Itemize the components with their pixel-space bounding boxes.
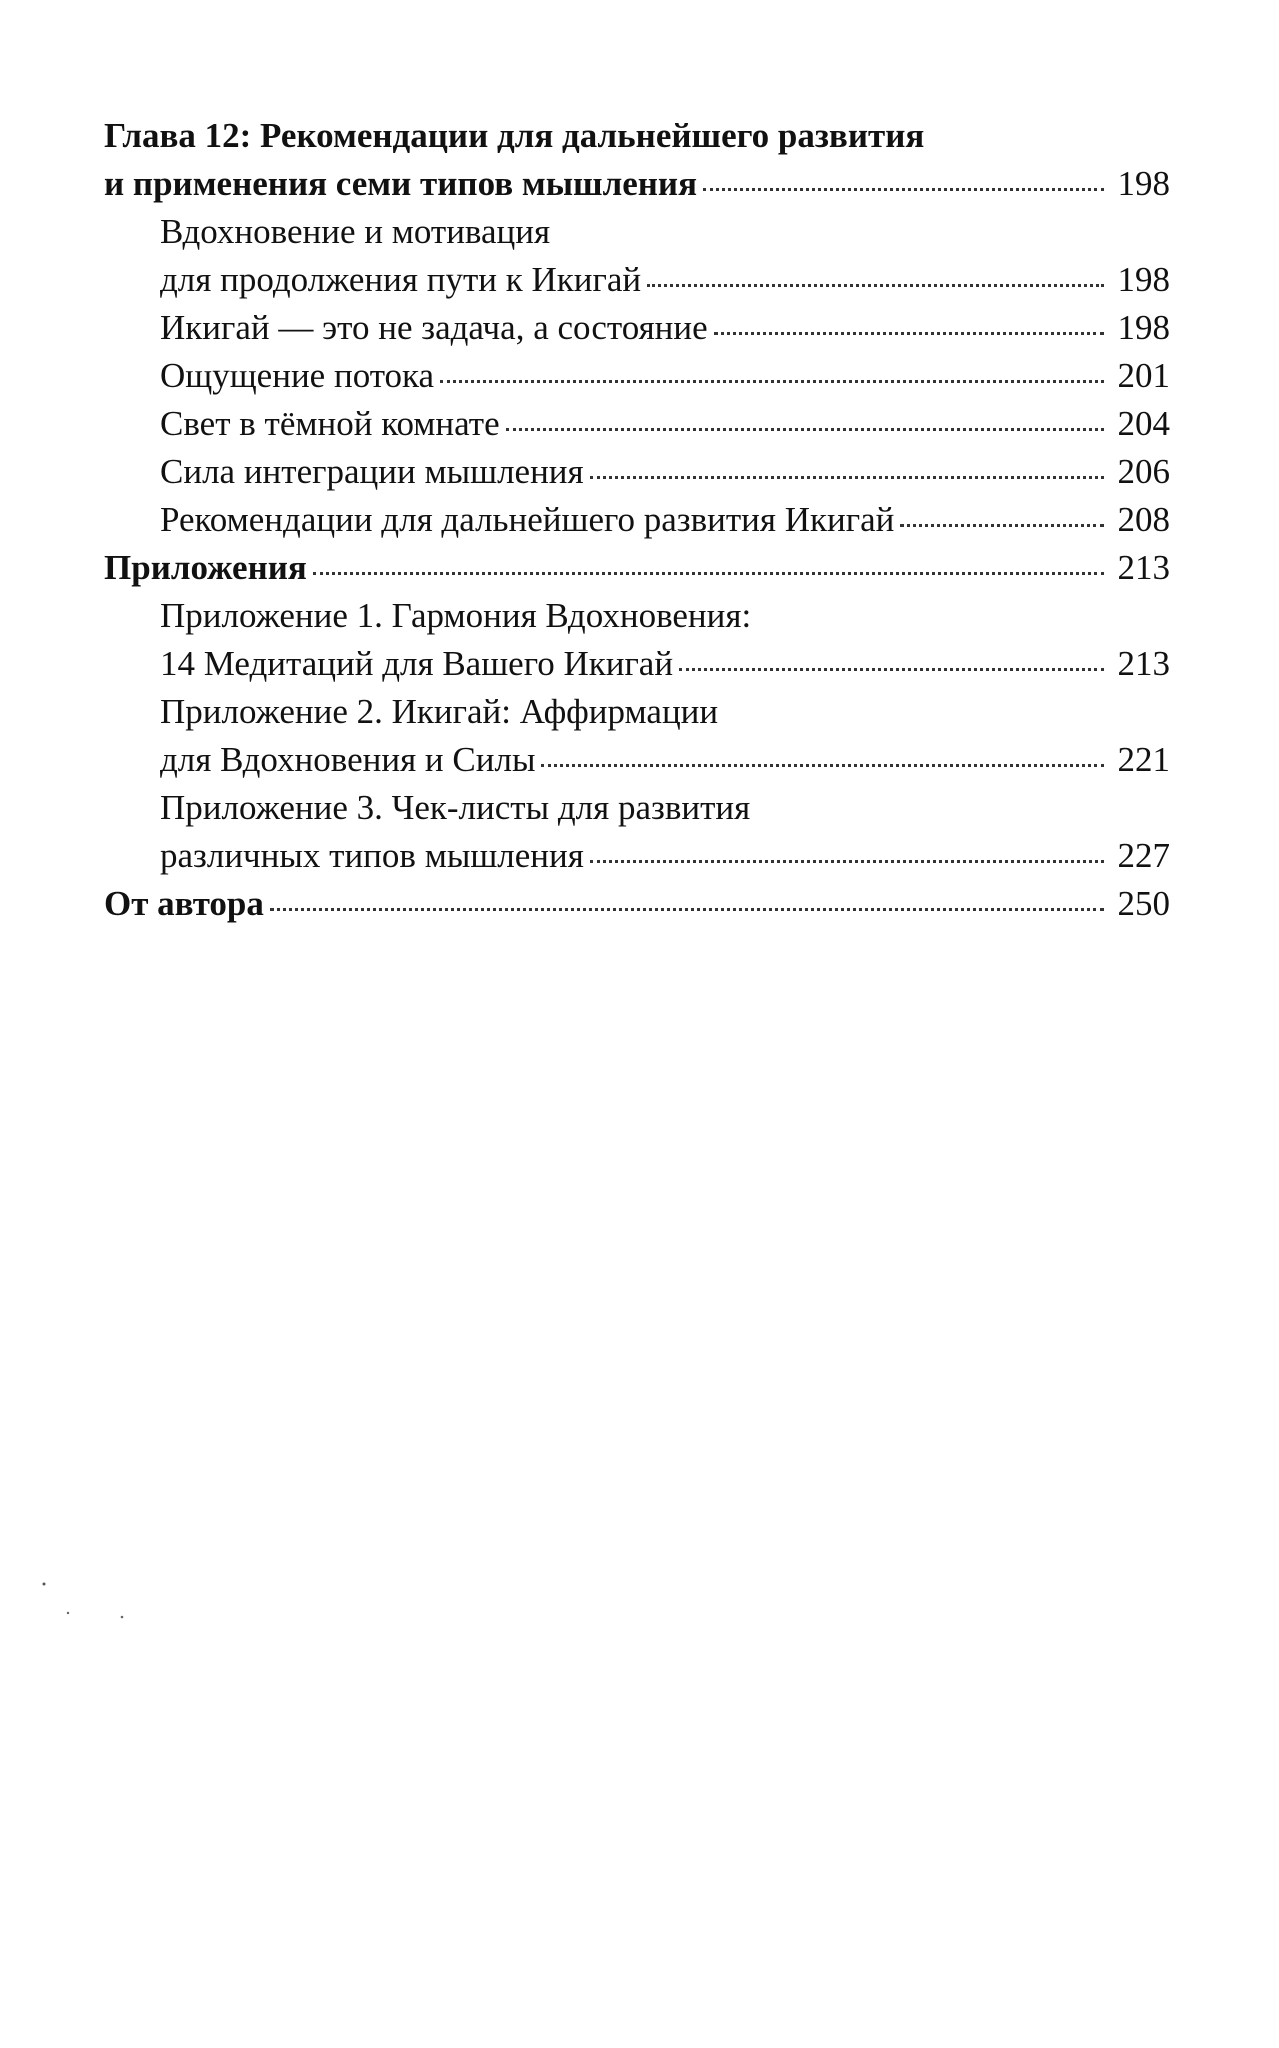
toc-appendix-1-title-line <box>104 592 1170 640</box>
toc-page-number: 206 <box>1117 452 1170 491</box>
toc-appendix-3-title-line <box>104 784 1170 832</box>
toc-entry-title: Свет в тёмной комнате <box>160 404 500 443</box>
toc-page-number: 201 <box>1117 356 1170 395</box>
toc-subentry-title-line <box>104 208 1170 256</box>
toc-subentry-flow[interactable] <box>104 352 1170 400</box>
dot-leader <box>900 524 1104 527</box>
toc-entry-title: для продолжения пути к Икигай <box>160 260 642 299</box>
table-of-contents <box>104 112 1170 928</box>
toc-entry-title: различных типов мышления <box>160 836 584 875</box>
dot-leader <box>703 188 1104 191</box>
toc-page-number: 208 <box>1117 500 1170 539</box>
toc-page-number: 198 <box>1117 164 1170 203</box>
toc-entry-title: Глава 12: Рекомендации для дальнейшего развития <box>104 116 925 155</box>
toc-appendix-2-title-line <box>104 688 1170 736</box>
toc-entry-title: Икигай — это не задача, а состояние <box>160 308 708 347</box>
toc-entry-title: для Вдохновения и Силы <box>160 740 536 779</box>
dot-leader <box>313 572 1104 575</box>
toc-entry-title: Сила интеграции мышления <box>160 452 584 491</box>
toc-page-number: 227 <box>1117 836 1170 875</box>
toc-entry-title: Рекомендации для дальнейшего развития Икигай <box>160 500 895 539</box>
toc-entry-title: Приложения <box>104 548 307 587</box>
toc-author-entry[interactable] <box>104 880 1170 928</box>
toc-page-number: 250 <box>1117 884 1170 923</box>
toc-subentry-inspiration[interactable] <box>104 256 1170 304</box>
toc-subentry-state[interactable] <box>104 304 1170 352</box>
toc-entry-title: Ощущение потока <box>160 356 435 395</box>
dot-leader <box>541 764 1104 767</box>
toc-entry-title: Вдохновение и мотивация <box>160 212 551 251</box>
toc-page-number: 213 <box>1117 548 1170 587</box>
toc-entry-title: Приложение 2. Икигай: Аффирмации <box>160 692 719 731</box>
dot-leader <box>270 908 1104 911</box>
toc-appendix-3-entry[interactable] <box>104 832 1170 880</box>
dot-leader <box>590 860 1104 863</box>
dot-leader <box>679 668 1104 671</box>
toc-subentry-integration[interactable] <box>104 448 1170 496</box>
toc-page-number: 221 <box>1117 740 1170 779</box>
toc-entry-title: Приложение 1. Гармония Вдохновения: <box>160 596 752 635</box>
toc-chapter-12-title-line <box>104 112 1170 160</box>
toc-entry-title: 14 Медитаций для Вашего Икигай <box>160 644 674 683</box>
toc-page-number: 198 <box>1117 308 1170 347</box>
toc-entry-title: От автора <box>104 884 264 923</box>
toc-page-number: 204 <box>1117 404 1170 443</box>
toc-appendix-2-entry[interactable] <box>104 736 1170 784</box>
toc-entry-title: и применения семи типов мышления <box>104 164 698 203</box>
toc-page-number: 213 <box>1117 644 1170 683</box>
toc-chapter-12-entry[interactable] <box>104 160 1170 208</box>
toc-subentry-light[interactable] <box>104 400 1170 448</box>
dot-leader <box>714 332 1104 335</box>
dot-leader <box>440 380 1104 383</box>
scan-specks <box>40 1580 140 1620</box>
dot-leader <box>647 284 1104 287</box>
dot-leader <box>590 476 1104 479</box>
toc-entry-title: Приложение 3. Чек-листы для развития <box>160 788 751 827</box>
toc-subentry-recommendations[interactable] <box>104 496 1170 544</box>
dot-leader <box>506 428 1104 431</box>
toc-appendices-entry[interactable] <box>104 544 1170 592</box>
toc-page-number: 198 <box>1117 260 1170 299</box>
toc-appendix-1-entry[interactable] <box>104 640 1170 688</box>
